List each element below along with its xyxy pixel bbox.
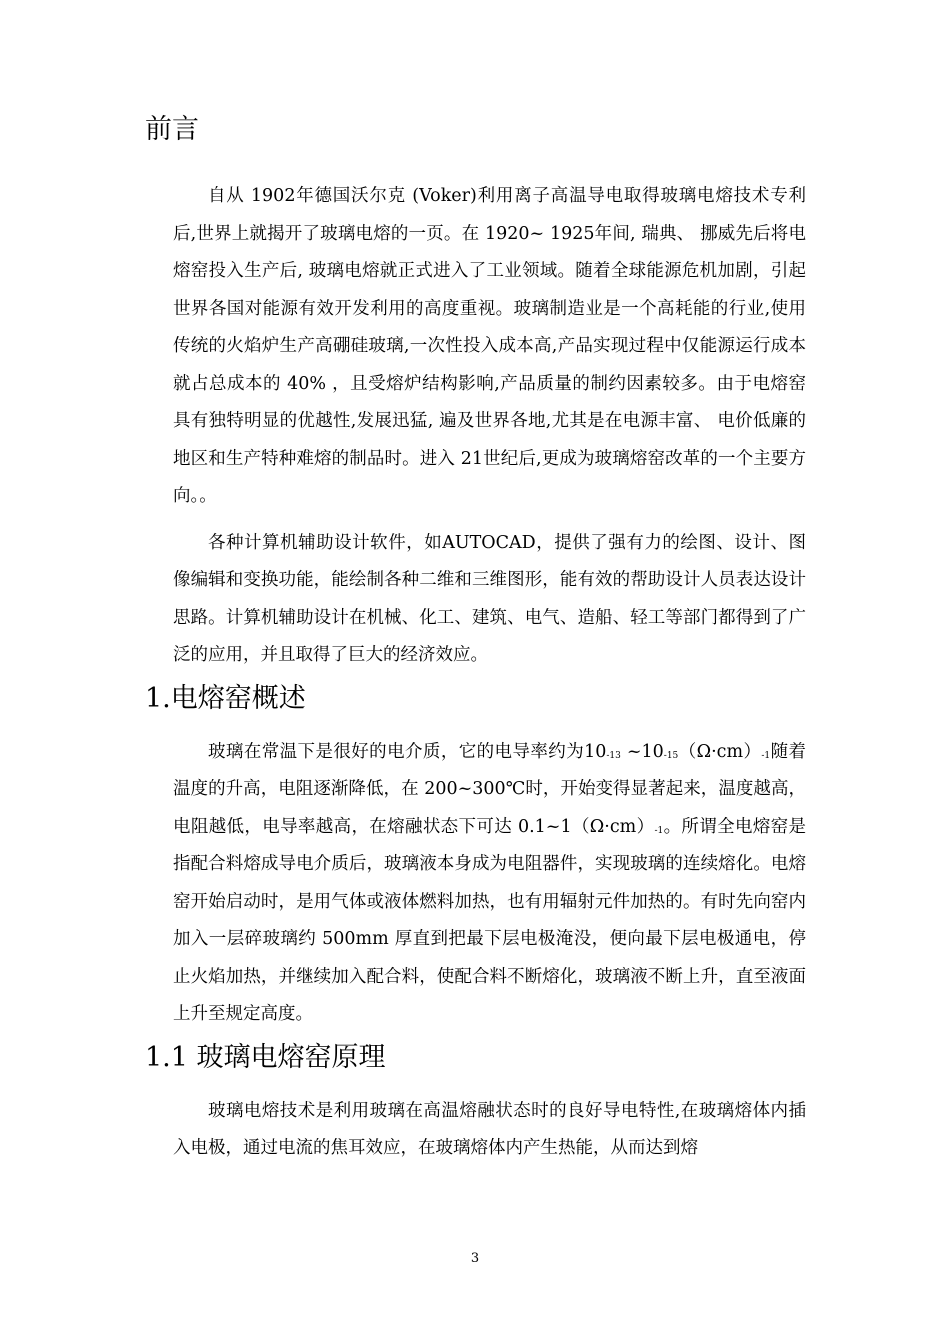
text-run: 。所谓全电熔窑是指配合料熔成导电介质后，玻璃液本身成为电阻器件，实现玻璃的连续熔化。电熔窑开始启动时，是用气体或液体燃料加热，也有用辐射元件加热的。有时先向窑内加入一层碎玻璃约 500mm 厚直到把最下层电极淹没，便向最下层电极通电，停止火焰加热，并继续加入配合料，使配合料不断熔化，玻璃液不断上升，直至液面上升至规定高度。 [173,816,806,1024]
page-number: 3 [470,1251,480,1266]
paragraph-section-1 [173,734,806,1034]
exponent: -1 [654,825,664,836]
paragraph-preface-2: 各种计算机辅助设计软件，如AUTOCAD，提供了强有力的绘图、设计、图像编辑和变换功能，能绘制各种二维和三维图形，能有效的帮助设计人员表达设计思路。计算机辅助设计在机械、化工、建筑、电气、造船、轻工等部门都得到了广泛的应用，并且取得了巨大的经济效应。 [173,532,806,665]
paragraph-section-1-1: 玻璃电熔技术是利用玻璃在高温熔融状态时的良好导电特性,在玻璃熔体内插入电极，通过电流的焦耳效应，在玻璃熔体内产生热能，从而达到熔 [173,1100,806,1158]
heading-section-1: 1.电熔窑概述 [145,682,306,714]
paragraph-preface-1: 自从 1902年德国沃尔克 (Voker)利用离子高温导电取得玻璃电熔技术专利后,世界上就揭开了玻璃电熔的一页。在 1920~ 1925年间, 瑞典、 挪威先后将电熔窑投入生产后, 玻璃电熔就正式进入了工业领域。随着全球能源危机加剧，引起世界各国对能源有效开发利用的高度重视。玻璃制造业是一个高耗能的行业,使用传统的火焰炉生产高硼硅玻璃,一次性投入成本高,产品实现过程中仅能源运行成本就占总成本的 40% ，且受熔炉结构影响,产品质量的制约因素较多。由于电熔窑具有独特明显的优越性,发展迅猛, 遍及世界各地,尤其是在电源丰富、 电价低廉的地区和生产特种难熔的制品时。进入 21世纪后,更成为玻璃熔窑改革的一个主要方向。。 [173,186,806,506]
text-run: （Ω·cm） [678,741,762,762]
heading-section-1-1: 1.1 玻璃电熔窑原理 [145,1041,386,1073]
exponent: -13 [606,750,621,761]
text-run: 随着温度的升高，电阻逐渐降低，在 200~300℃时，开始变得显著起来，温度越高，电阻越低，电导率越高，在熔融状态下可达 0.1~1（Ω·cm） [173,741,806,837]
exponent: -1 [761,750,771,761]
page-content [145,112,806,1168]
heading-preface: 前言 [145,114,199,145]
text-run: ~10 [620,741,664,762]
text-run: 玻璃在常温下是很好的电介质，它的电导率约为10 [208,741,607,762]
exponent: -15 [663,750,679,761]
